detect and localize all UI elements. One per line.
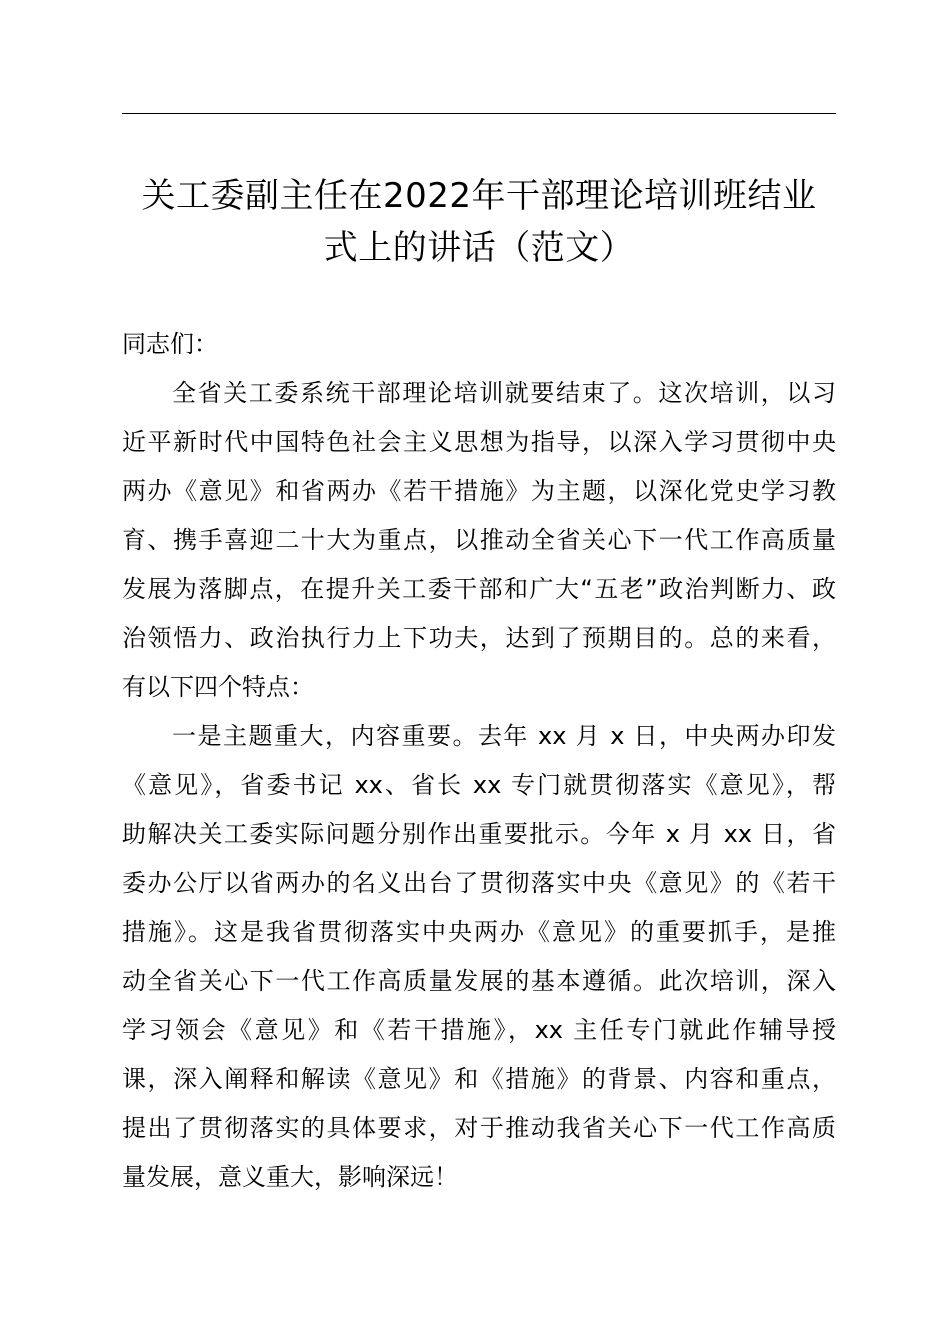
paragraph-line: 委办公厅以省两办的名义出台了贯彻落实中央《意见》的《若干 — [122, 869, 836, 897]
paragraph-line: 措施》。这是我省贯彻落实中央两办《意见》的重要抓手，是推 — [122, 918, 836, 946]
greeting: 同志们： — [122, 330, 218, 358]
title-line: 式上的讲话（范文） — [323, 228, 635, 268]
paragraph-line: 学习领会《意见》和《若干措施》，xx 主任专门就此作辅导授 — [122, 1016, 836, 1044]
paragraph-line: 有以下四个特点： — [122, 673, 314, 701]
paragraph-intro — [122, 369, 836, 712]
title-line: 关工委副主任在2022年干部理论培训班结业 — [141, 176, 817, 216]
paragraph-line: 《意见》，省委书记 xx、省长 xx 专门就贯彻落实《意见》，帮 — [122, 771, 836, 799]
paragraph-line: 量发展，意义重大，影响深远！ — [122, 1163, 458, 1191]
paragraph-line: 一是主题重大，内容重要。去年 xx 月 x 日，中央两办印发 — [172, 722, 836, 750]
document-body — [122, 320, 836, 1202]
paragraph-line: 提出了贯彻落实的具体要求，对于推动我省关心下一代工作高质 — [122, 1114, 836, 1142]
paragraph-line: 助解决关工委实际问题分别作出重要批示。今年 x 月 xx 日，省 — [122, 820, 836, 848]
paragraph-line: 动全省关心下一代工作高质量发展的基本遵循。此次培训，深入 — [122, 967, 836, 995]
document-title — [122, 170, 836, 274]
paragraph-line: 近平新时代中国特色社会主义思想为指导，以深入学习贯彻中央 — [122, 428, 836, 456]
paragraph-line: 课，深入阐释和解读《意见》和《措施》的背景、内容和重点， — [122, 1065, 836, 1093]
paragraph-line: 两办《意见》和省两办《若干措施》为主题，以深化党史学习教 — [122, 477, 836, 505]
paragraph-point-one — [122, 712, 836, 1202]
header-rule — [122, 113, 836, 114]
paragraph-line: 治领悟力、政治执行力上下功夫，达到了预期目的。总的来看， — [122, 624, 836, 652]
paragraph-line: 发展为落脚点，在提升关工委干部和广大“五老”政治判断力、政 — [122, 575, 836, 603]
paragraph-line: 全省关工委系统干部理论培训就要结束了。这次培训，以习 — [172, 379, 836, 407]
paragraph-line: 育、携手喜迎二十大为重点，以推动全省关心下一代工作高质量 — [122, 526, 836, 554]
